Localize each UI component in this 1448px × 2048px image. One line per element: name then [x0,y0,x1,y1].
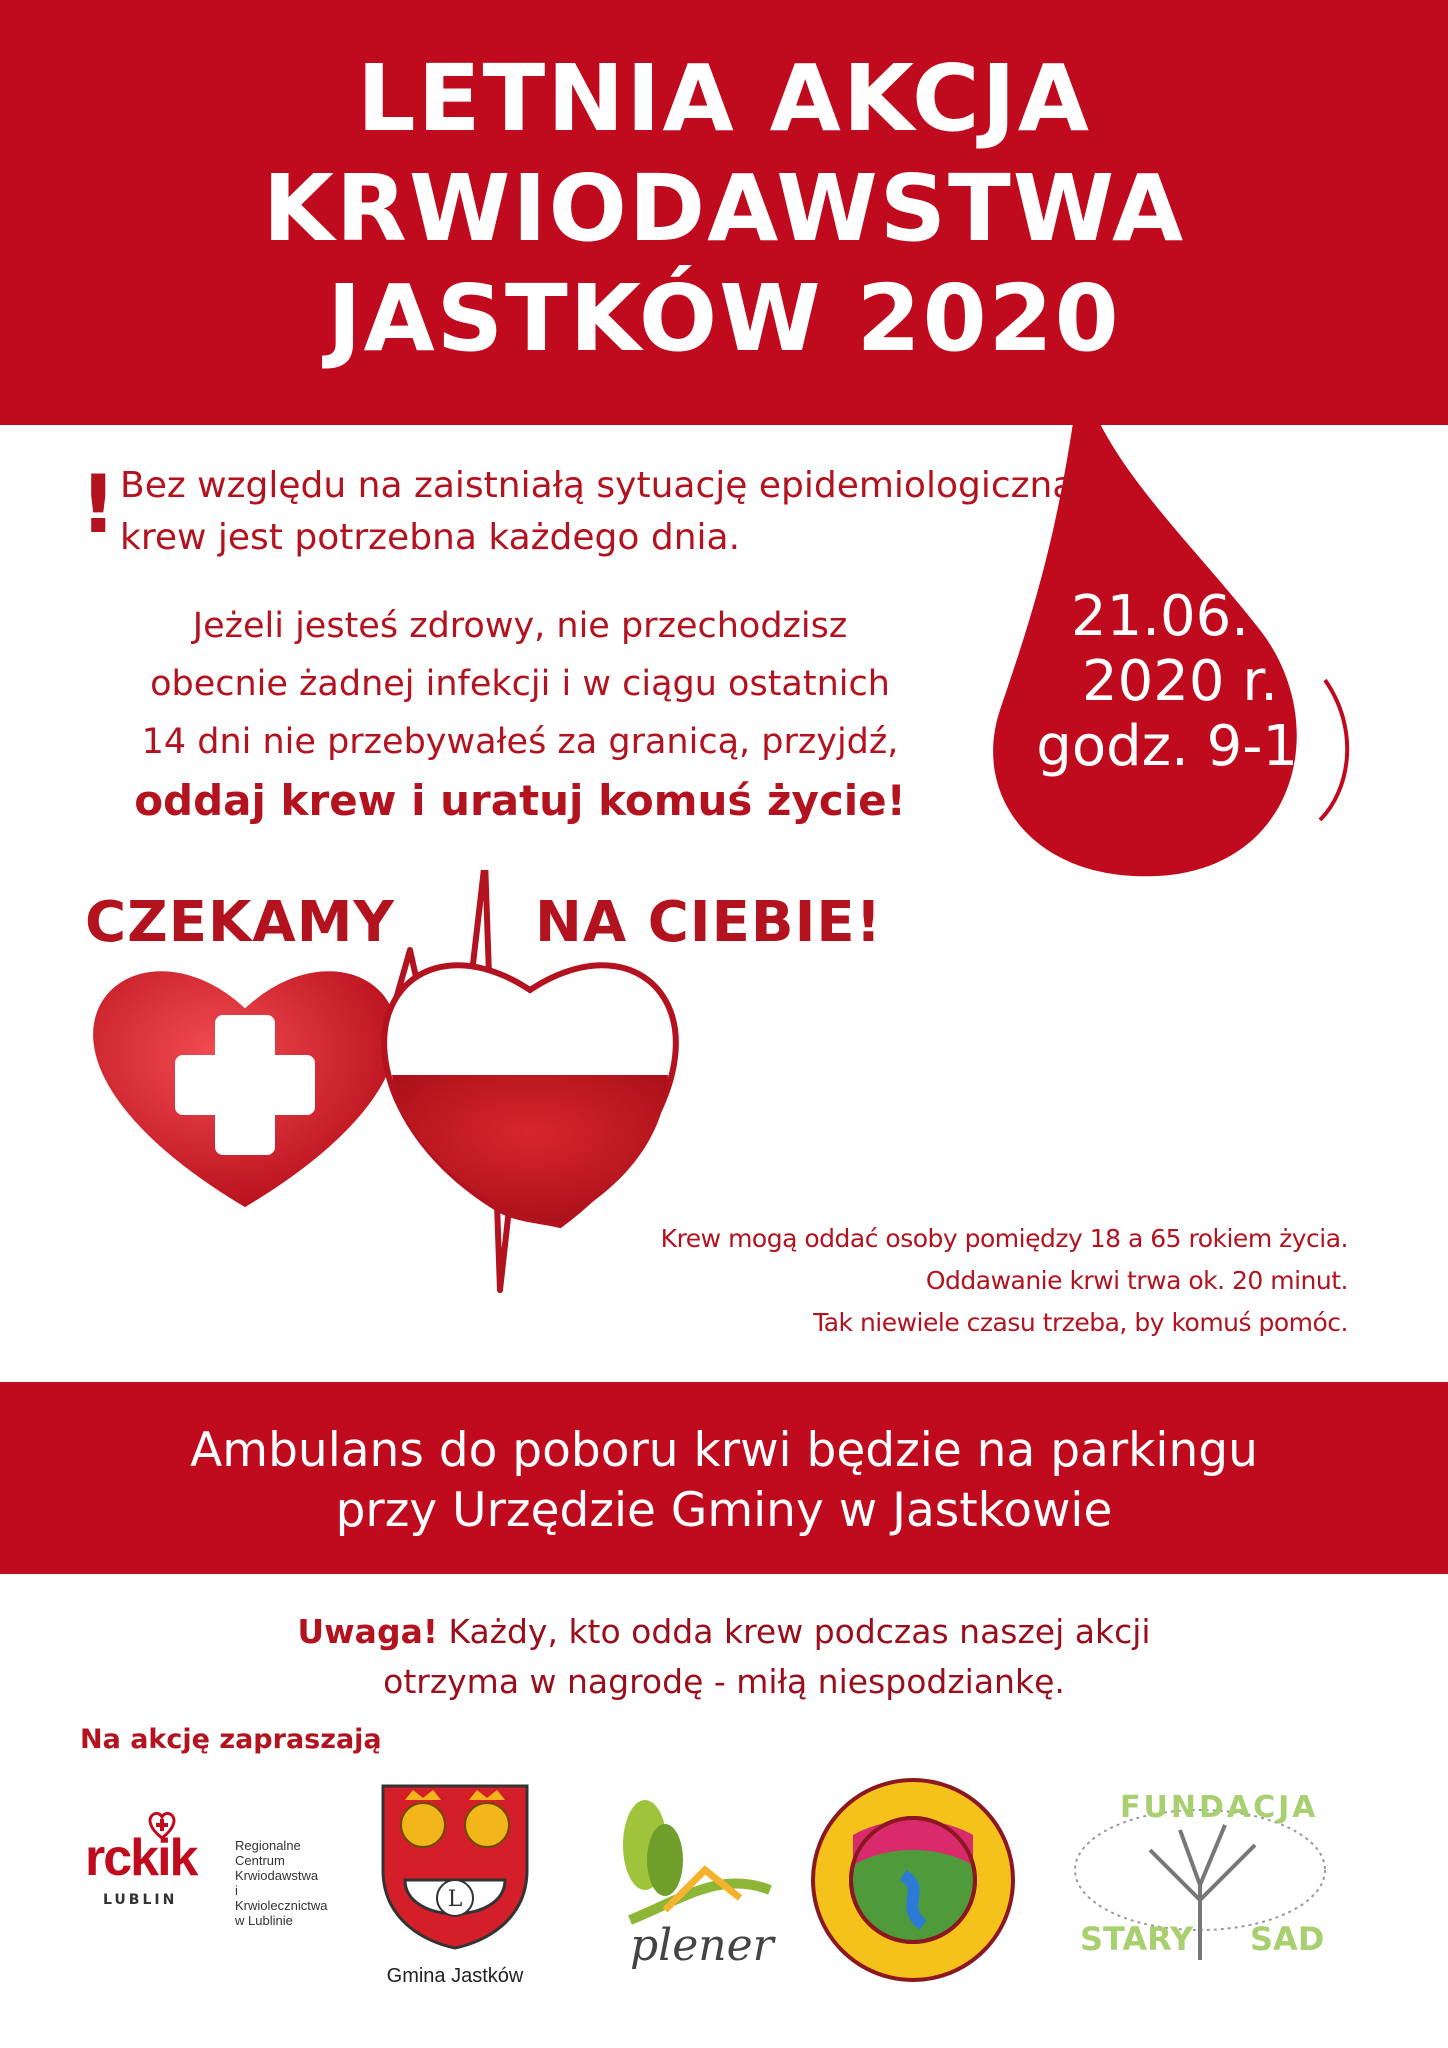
blood-heart-icon [384,965,676,1225]
waiting-right: NA CIEBIE! [535,890,883,955]
rckik-description: Regionalne Centrum Krwiodawstwa i Krwiolecznictwa w Lublinie [235,1838,328,1928]
fundacja-stary-sad-logo [1050,1790,1340,1980]
hearts-heartbeat-illustration [80,870,883,1330]
intro-line-2: krew jest potrzebna każdego dnia. [120,517,741,558]
notice-highlight: Uwaga! [297,1612,438,1651]
notice-line-2: otrzyma w nagrodę - miłą niespodziankę. [383,1662,1065,1701]
note-line-2: Oddawanie krwi trwa ok. 20 minut. [925,1266,1348,1295]
intro-line-1: Bez względu na zaistniałą sytuację epidemiologiczną [120,465,1075,506]
title-line-3: JASTKÓW 2020 [327,265,1121,372]
coat-letter: L [447,1887,463,1912]
body-line-3: 14 dni nie przebywałeś za granicą, przyjdź, [141,722,899,762]
coat-of-arms-icon [375,1780,535,1950]
rckik-wordmark: rckik [85,1829,197,1887]
notice-line-1 [0,1608,1448,1656]
sad-word: SAD [1250,1920,1325,1958]
notice-line-1-rest: Każdy, kto odda krew podczas naszej akcji [437,1612,1151,1651]
plener-logo [570,1790,790,1990]
note-line-1: Krew mogą oddać osoby pomiędzy 18 a 65 rokiem życia. [660,1224,1348,1253]
stary-word: STARY [1080,1920,1194,1958]
location-band [0,1382,1448,1574]
rckik-logo [85,1810,328,1928]
invite-heading: Na akcję zapraszają [80,1724,382,1755]
event-hours: godz. 9-13 [1036,714,1334,779]
plener-wordmark: plener [630,1920,774,1971]
gmina-jastkow-logo [365,1780,545,2000]
title-line-1: LETNIA AKCJA [357,45,1091,152]
exclamation-mark: ! [80,458,117,551]
medical-heart-icon [91,969,400,1210]
association-seal-icon [808,1775,1018,1985]
call-to-action: oddaj krew i uratuj komuś życie! [134,776,906,825]
u-zrodel-ciemiegi-logo [808,1775,1018,1985]
event-year: 2020 r. [1082,649,1278,714]
location-line-1: Ambulans do poboru krwi będzie na parkingu [190,1423,1258,1478]
note-line-3: Tak niewiele czasu trzeba, by komuś pomóc. [813,1308,1348,1337]
fundacja-word: FUNDACJA [1120,1790,1319,1825]
body-line-2: obecnie żadnej infekcji i w ciągu ostatnich [150,664,890,704]
tree-house-icon [570,1790,780,1930]
event-date: 21.06. [1070,584,1250,649]
blood-drop [930,340,1400,900]
title-line-2: KRWIODAWSTWA [262,155,1186,262]
waiting-left: CZEKAMY [85,890,395,955]
body-line-1: Jeżeli jesteś zdrowy, nie przechodzisz [192,606,848,646]
location-line-2: przy Urzędzie Gminy w Jastkowie [335,1483,1113,1538]
rckik-city: LUBLIN [103,1892,178,1908]
gmina-caption: Gmina Jastków [386,1965,524,1987]
